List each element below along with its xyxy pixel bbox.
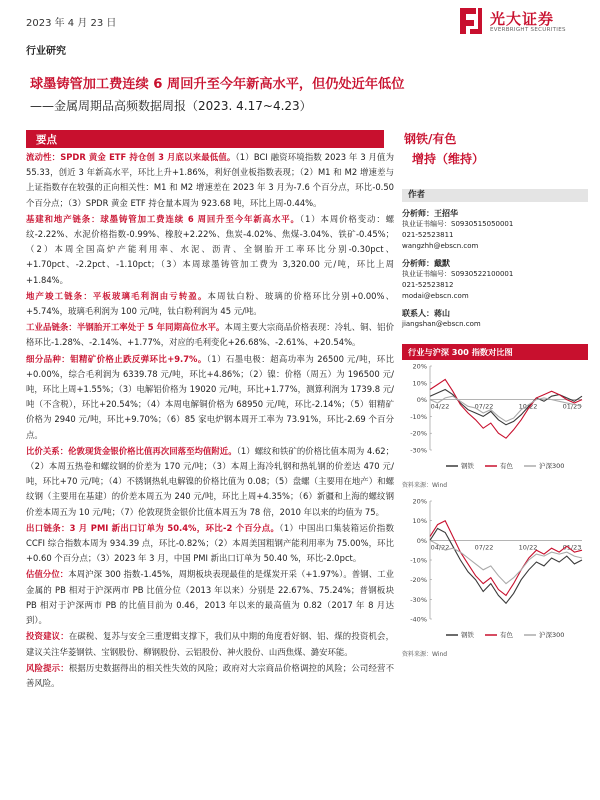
- report-date: 2023 年 4 月 23 日: [26, 18, 117, 29]
- author-email[interactable]: wangzhh@ebscn.com: [402, 242, 479, 250]
- paragraph-liquidity: 流动性：SPDR 黄金 ETF 持仓创 3 月底以来最低值。（1）BCI 融资环境指数 2023 年 3 月值为 55.33，创近 3 年新高水平，环比上升+1.86%，利好创业板指数表现；（2）M1 和 M2 增速差与上证指数存在较强的正向相关性：M1 和 M2 增速差在 2023 年 3 月为-7.6 个百分点，环比-0.50 个百分点；（3）SPDR 黄金 ETF 持仓量本周为 923.68 吨，环比上周-0.44%。: [26, 152, 394, 208]
- x-tick-label: 04/22: [430, 543, 450, 552]
- paragraph-investment: 投资建议：在碳税、复苏与安全三重逻辑支撑下，我们从中期的角度看好钢、铝、煤的投资机会，建议关注华菱钢铁、宝钢股份、柳钢股份、云铝股份、神火股份、山西焦煤、潞安环能。: [26, 631, 394, 657]
- author-name: 戴默: [434, 259, 450, 268]
- legend-label: 有色: [500, 462, 513, 470]
- chart-svg-2: [402, 495, 588, 645]
- author-cert: 执业证书编号：S0930515050001: [402, 220, 514, 228]
- legend-label: 沪深300: [539, 631, 565, 639]
- report-subtitle: ——金属周期品高频数据周报（2023. 4.17~4.23）: [30, 99, 312, 113]
- brand-logo: [456, 4, 586, 40]
- report-title: 球墨铸管加工费连续 6 周回升至今年新高水平，但仍处近年低位: [30, 77, 405, 92]
- x-tick-label: 07/22: [474, 402, 494, 411]
- y-tick-label: 20%: [412, 497, 427, 506]
- x-tick-label: 07/22: [474, 543, 494, 552]
- y-tick-label: -20%: [410, 429, 427, 438]
- paragraph-industrial: 工业品链条：半钢胎开工率处于 5 年同期高位水平。本周主要大宗商品价格表现：冷轧、铜、铝价格环比-1.28%、-2.14%、+1.77%，对应的毛利变化+26.68%、-2.61%、+20.54%。: [26, 322, 394, 348]
- chart-source-1: 资料来源：Wind: [402, 482, 448, 489]
- contact-card: 联系人：蒋山 jiangshan@ebscn.com: [402, 308, 588, 330]
- paragraph-risk: 风险提示：根据历史数据得出的相关性失效的风险；政府对大宗商品价格调控的风险；公司经营不善风险。: [26, 662, 394, 688]
- paragraph-price-ratios: 比价关系：伦敦现货金银价格比值再次回落至均值附近。（1）螺纹和铁矿的价格比值本周为 4.62；（2）本周五热卷和螺纹钢的价差为 170 元/吨；（3）本周上海冷轧钢和热轧钢的价差达 470 元/吨，环比+70 元/吨；（4）不锈钢热轧电解镍的价格比值为 0.08；（5）盘螺（主要用在地产）和螺纹钢（主要用在基建）的价差本周五为 240 元/吨，环比上周+4.35%；（6）新疆和上海的螺纹钢价差本周五为 10 元/吨；（7）伦敦现货金银价比值本周五为 78 倍，2010 年以来的均值为 75。: [26, 445, 394, 517]
- author-phone: 021-52523812: [402, 281, 454, 289]
- index-comparison-chart-1: [402, 360, 588, 480]
- x-tick-label: 01/23: [562, 543, 582, 552]
- brand-name-en: EVERBRIGHT SECURITIES: [490, 27, 566, 33]
- legend-label: 沪深300: [539, 462, 565, 470]
- series-line: [430, 396, 582, 421]
- authors-header: 作者: [402, 189, 588, 202]
- paragraph-property: 地产竣工链条：平板玻璃毛利润由亏转盈。本周钛白粉、玻璃的价格环比分别+0.00%、+5.74%，玻璃毛利润为 100 元/吨，钛白粉利润为 45 元/吨。: [26, 290, 395, 317]
- contact-name: 蒋山: [434, 309, 450, 318]
- paragraph-infrastructure: 基建和地产链条：球墨铸管加工费连续 6 周回升至今年新高水平。（1）本周价格变动：螺纹-2.22%、水泥价格指数-0.99%、橡胶+2.22%、焦炭-4.02%、焦煤-3.04%、铁矿-0.45%；（2）本周全国高炉产能利用率、水泥、沥青、全钢胎开工率环比分别-0.30pct、+1.70pct、-2.2pct、-1.10pct；（3）本周球墨铸管加工费为 3,320.00 元/吨，环比上周+1.84%。: [26, 213, 394, 285]
- author-email[interactable]: modai@ebscn.com: [402, 292, 469, 300]
- rating-badge: 增持（维持）: [412, 152, 485, 166]
- y-tick-label: 0%: [416, 536, 427, 545]
- y-tick-label: -30%: [410, 446, 427, 455]
- index-comparison-chart-2: [402, 495, 588, 649]
- paragraph-valuation: 估值分位：本周沪深 300 指数-1.45%，周期板块表现最佳的是煤炭开采（+1.97%）。普钢、工业金属的 PB 相对于沪深两市 PB 比值分位（2013 年以来）分别是 22.67%、75.24%；普钢板块 PB 相对于沪深两市 PB 的比值目前为 0.46，2013 年以来的最高值为 0.82（2017 年 8 月达到）。: [26, 569, 394, 626]
- contact-email[interactable]: jiangshan@ebscn.com: [402, 320, 481, 328]
- sector-name: 钢铁/有色: [404, 132, 457, 146]
- series-line: [430, 529, 582, 604]
- brand-logo-icon: [456, 6, 484, 36]
- report-body: [26, 150, 394, 692]
- author-card: 分析师：王招华 执业证书编号：S0930515050001 021-52523811 wangzhh@ebscn.com: [402, 208, 588, 252]
- author-phone: 021-52523811: [402, 231, 454, 239]
- y-tick-label: 0%: [416, 396, 427, 405]
- y-tick-label: -30%: [410, 595, 427, 604]
- legend-label: 钢铁: [461, 631, 474, 639]
- paragraph-subcategories: 细分品种：钼精矿价格止跌反弹环比+9.7%。（1）石墨电极：超高功率为 26500 元/吨，环比+0.00%，综合毛利润为 6339.78 元/吨，环比+4.86%；（2）镍：价格（周五）为 196500 元/吨，环比上周+1.55%；（3）电解铝价格为 19020 元/吨，环比+1.77%，测算利润为 1739.8 元/吨（不含税），环比+20.54%；（4）本周电解铜价格为 68950 元/吨，环比-2.14%；（5）钼精矿价格为 2940 元/吨，环比+9.70%；（6）85 家电炉钢本周开工率为 73.91%，环比-2.69 个百分点。: [26, 353, 395, 440]
- x-tick-label: 10/22: [518, 543, 538, 552]
- chart-source-2: 资料来源：Wind: [402, 651, 448, 658]
- series-line: [430, 379, 582, 438]
- x-tick-label: 04/22: [430, 402, 450, 411]
- report-category: 行业研究: [26, 46, 66, 57]
- section-header: [26, 130, 384, 148]
- y-tick-label: -20%: [410, 576, 427, 585]
- author-name: 王招华: [434, 209, 458, 218]
- x-tick-label: 01/23: [562, 402, 582, 411]
- paragraph-export: 出口链条：3 月 PMI 新出口订单为 50.4%，环比-2 个百分点。（1）中国出口集装箱运价指数 CCFI 综合指数本周为 934.39 点，环比-0.82%；（2）本周美国粗钢产能利用率为 75.00%，环比+0.60 个百分点；（3）2023 年 3 月，中国 PMI 新出口订单为 50.40 %，环比-2.0pct。: [26, 522, 394, 564]
- chart-svg-1: [402, 360, 588, 476]
- y-tick-label: 10%: [412, 517, 427, 526]
- legend-label: 钢铁: [461, 462, 474, 470]
- y-tick-label: 10%: [412, 379, 427, 388]
- y-tick-label: -40%: [410, 615, 427, 624]
- author-cert: 执业证书编号：S0930522100001: [402, 270, 514, 278]
- y-tick-label: 20%: [412, 362, 427, 371]
- section-title: 要点: [36, 134, 57, 146]
- legend-label: 有色: [500, 631, 513, 639]
- x-tick-label: 10/22: [518, 402, 538, 411]
- chart-header: 行业与沪深 300 指数对比图: [402, 344, 588, 360]
- y-tick-label: -10%: [410, 412, 427, 421]
- author-card: 分析师：戴默 执业证书编号：S0930522100001 021-52523812 modai@ebscn.com: [402, 258, 588, 302]
- sidebar: [402, 130, 588, 658]
- y-tick-label: -10%: [410, 556, 427, 565]
- brand-name: 光大证券: [490, 10, 555, 28]
